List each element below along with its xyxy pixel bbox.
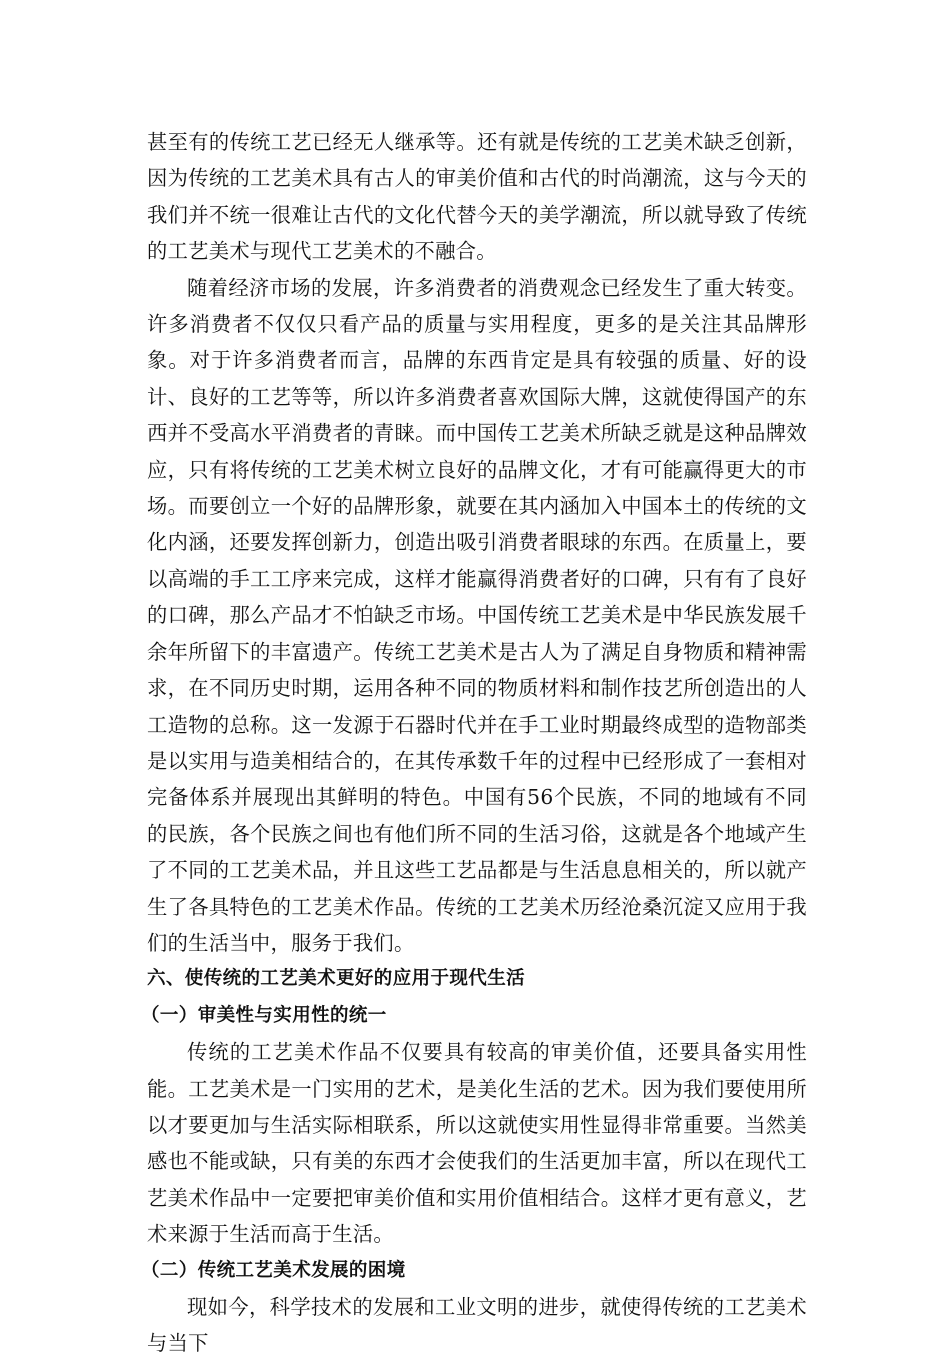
document-page	[141, 124, 807, 1362]
paragraph-current-situation: 现如今，科学技术的发展和工业文明的进步，就使得传统的工艺美术与当下	[147, 1295, 807, 1356]
subsection-heading-2: （二）传统工艺美术发展的困境	[141, 1259, 406, 1281]
subsection-heading-1: （一）审美性与实用性的统一	[141, 1004, 387, 1026]
section-heading-6: 六、使传统的工艺美术更好的应用于现代生活	[147, 968, 526, 990]
paragraph-brand-culture: 随着经济市场的发展，许多消费者的消费观念已经发生了重大转变。许多消费者不仅仅只看产品的质量与实用程度，更多的是关注其品牌形象。对于许多消费者而言，品牌的东西肯定是具有较强的质量、好的设计、良好的工艺等等，所以许多消费者喜欢国际大牌，这就使得国产的东西并不受高水平消费者的青睐。而中国传工艺美术所缺乏就是这种品牌效应，只有将传统的工艺美术树立良好的品牌文化，才有可能赢得更大的市场。而要创立一个好的品牌形象，就要在其内涵加入中国本土的传统的文化内涵，还要发挥创新力，创造出吸引消费者眼球的东西。在质量上，要以高端的手工工序来完成，这样才能赢得消费者好的口碑，只有有了良好的口碑，那么产品才不怕缺乏市场。中国传统工艺美术是中华民族发展千余年所留下的丰富遗产。传统工艺美术是古人为了满足自身物质和精神需求，在不同历史时期，运用各种不同的物质材料和制作技艺所创造出的人工造物的总称。这一发源于石器时代并在手工业时期最终成型的造物部类是以实用与造美相结合的，在其传承数千年的过程中已经形成了一套相对完备体系并展现出其鲜明的特色。中国有56个民族，不同的地域有不同的民族，各个民族之间也有他们所不同的生活习俗，这就是各个地域产生了不同的工艺美术品，并且这些工艺品都是与生活息息相关的，所以就产生了各具特色的工艺美术作品。传统的工艺美术历经沧桑沉淀又应用于我们的生活当中，服务于我们。	[147, 275, 807, 955]
paragraph-aesthetics-practicality: 传统的工艺美术作品不仅要具有较高的审美价值，还要具备实用性能。工艺美术是一门实用的艺术，是美化生活的艺术。因为我们要使用所以才要更加与生活实际相联系，所以这就使实用性显得非常重要。当然美感也不能或缺，只有美的东西才会使我们的生活更加丰富，所以在现代工艺美术作品中一定要把审美价值和实用价值相结合。这样才更有意义，艺术来源于生活而高于生活。	[147, 1040, 807, 1247]
paragraph-tradition-innovation: 甚至有的传统工艺已经无人继承等。还有就是传统的工艺美术缺乏创新，因为传统的工艺美术具有古人的审美价值和古代的时尚潮流，这与今天的我们并不统一很难让古代的文化代替今天的美学潮流，所以就导致了传统的工艺美术与现代工艺美术的不融合。	[147, 130, 807, 264]
